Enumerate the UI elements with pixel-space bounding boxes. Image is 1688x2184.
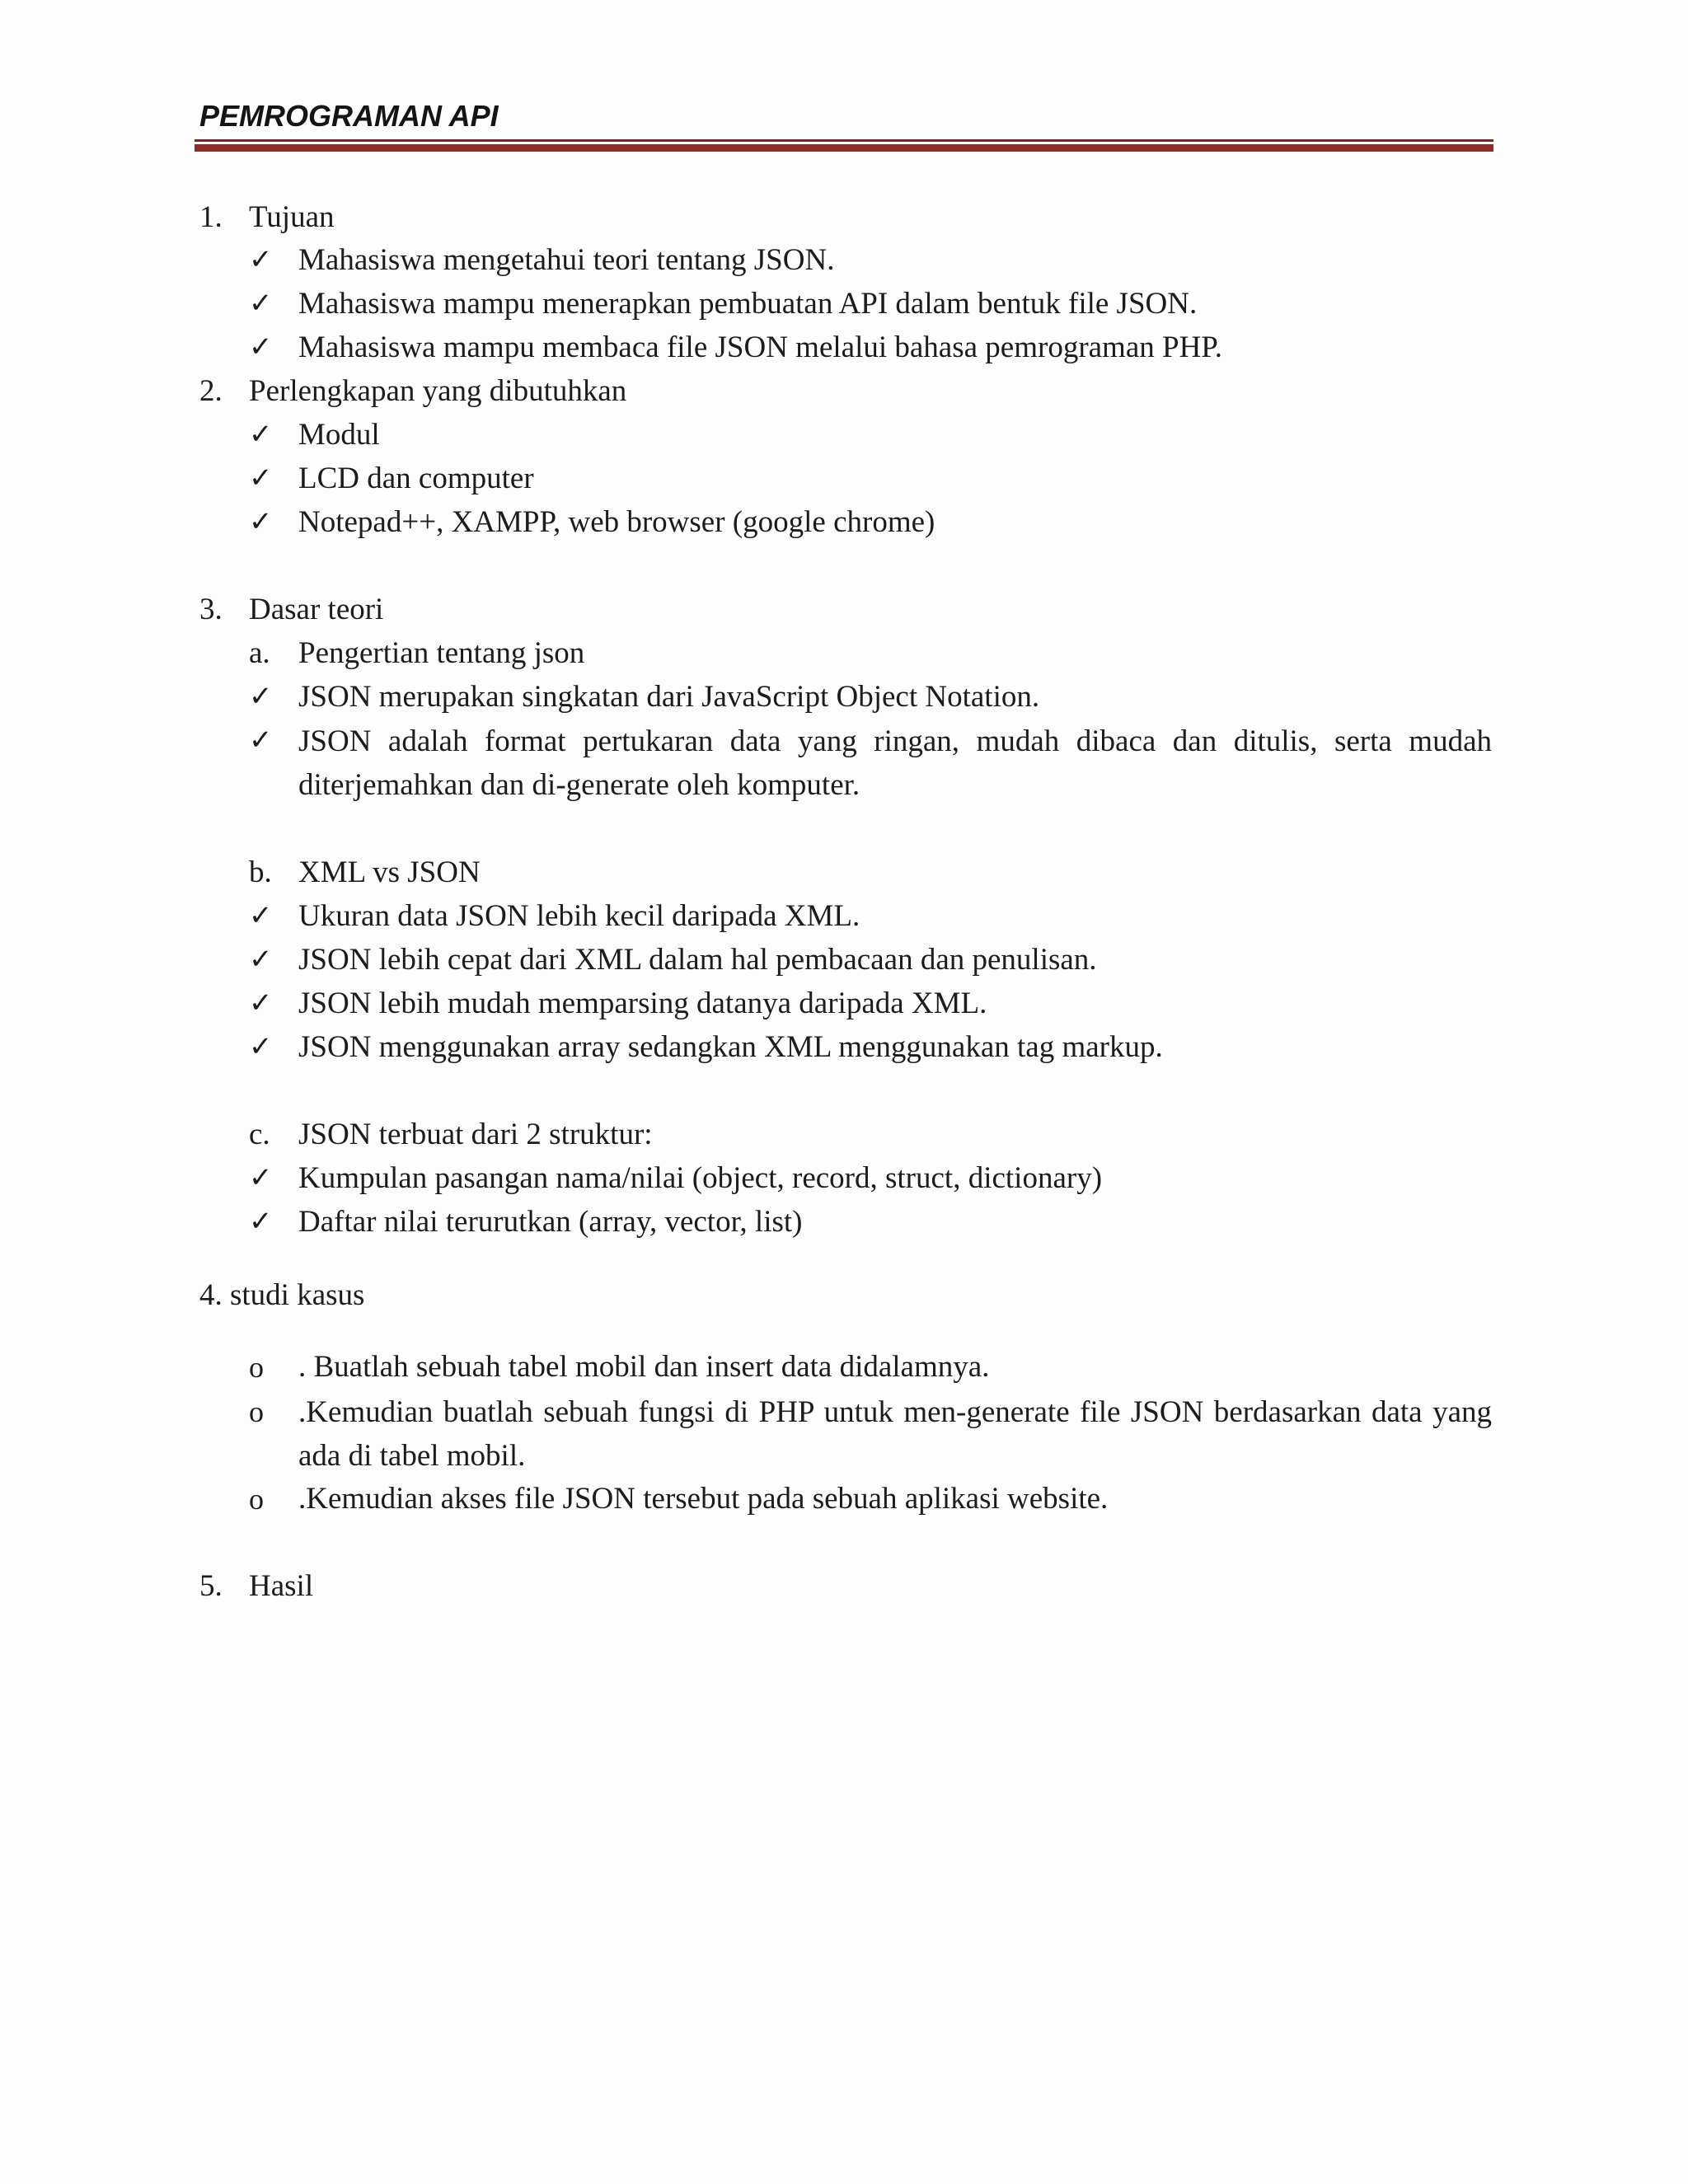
checkmark-icon: ✓ [249, 507, 273, 537]
section-title: Tujuan [249, 200, 335, 234]
circle-bullet-icon: o [249, 1351, 264, 1384]
checkmark-icon: ✓ [249, 288, 273, 319]
list-item: JSON menggunakan array sedangkan XML menggunakan tag markup. [298, 1030, 1163, 1064]
checkmark-icon: ✓ [249, 1207, 273, 1237]
section-title: Perlengkapan yang dibutuhkan [249, 374, 627, 408]
list-item: .Kemudian akses file JSON tersebut pada sebuah aplikasi website. [298, 1482, 1109, 1516]
subsection-title: JSON terbuat dari 2 struktur: [298, 1118, 653, 1151]
list-item: Daftar nilai terurutkan (array, vector, list) [298, 1205, 803, 1239]
checkmark-icon: ✓ [249, 725, 273, 756]
list-item: JSON merupakan singkatan dari JavaScript Object Notation. [298, 680, 1040, 714]
checkmark-icon: ✓ [249, 682, 273, 712]
list-item: Modul [298, 418, 380, 452]
subsection-letter: c. [249, 1118, 270, 1151]
subsection-letter: b. [249, 855, 272, 889]
header-rule-thin [195, 139, 1493, 142]
circle-bullet-icon: o [249, 1483, 264, 1516]
list-item: JSON lebih mudah memparsing datanya daripada XML. [298, 987, 987, 1020]
subsection-letter: a. [249, 636, 270, 670]
section-number: 3. [199, 593, 223, 626]
list-item: Mahasiswa mengetahui teori tentang JSON. [298, 243, 835, 277]
list-item: Kumpulan pasangan nama/nilai (object, record, struct, dictionary) [298, 1161, 1103, 1195]
subsection-title: Pengertian tentang json [298, 636, 585, 670]
checkmark-icon: ✓ [249, 1163, 273, 1193]
checkmark-icon: ✓ [249, 245, 273, 275]
list-item: Mahasiswa mampu membaca file JSON melalui bahasa pemrograman PHP. [298, 330, 1223, 364]
header-rule-thick [195, 144, 1493, 152]
list-item: .Kemudian buatlah sebuah fungsi di PHP untuk men-generate file JSON berdasarkan data yang ada di tabel mobil. [298, 1395, 1492, 1473]
list-item: Ukuran data JSON lebih kecil daripada XML. [298, 899, 860, 933]
checkmark-icon: ✓ [249, 332, 273, 363]
section-title: Hasil [249, 1569, 314, 1603]
checkmark-icon: ✓ [249, 463, 273, 494]
list-item: . Buatlah sebuah tabel mobil dan insert data didalamnya. [298, 1350, 990, 1384]
section-number: 5. [199, 1569, 223, 1603]
section-number: 2. [199, 374, 223, 408]
checkmark-icon: ✓ [249, 944, 273, 975]
section-title: Dasar teori [249, 593, 384, 626]
checkmark-icon: ✓ [249, 901, 273, 931]
list-item: Mahasiswa mampu menerapkan pembuatan API dalam bentuk file JSON. [298, 287, 1198, 321]
list-item: Notepad++, XAMPP, web browser (google chrome) [298, 505, 935, 539]
checkmark-icon: ✓ [249, 988, 273, 1019]
page-header-title: PEMROGRAMAN API [199, 99, 499, 133]
list-item: LCD dan computer [298, 462, 534, 495]
list-item: JSON adalah format pertukaran data yang ringan, mudah dibaca dan ditulis, serta mudah diterjemahkan dan di-generate oleh komputer. [298, 724, 1492, 802]
subsection-title: XML vs JSON [298, 855, 481, 889]
checkmark-icon: ✓ [249, 419, 273, 450]
checkmark-icon: ✓ [249, 1032, 273, 1062]
section-heading: 4. studi kasus [199, 1278, 365, 1312]
section-number: 1. [199, 200, 223, 234]
list-item: JSON lebih cepat dari XML dalam hal pembacaan dan penulisan. [298, 943, 1097, 977]
circle-bullet-icon: o [249, 1395, 264, 1428]
